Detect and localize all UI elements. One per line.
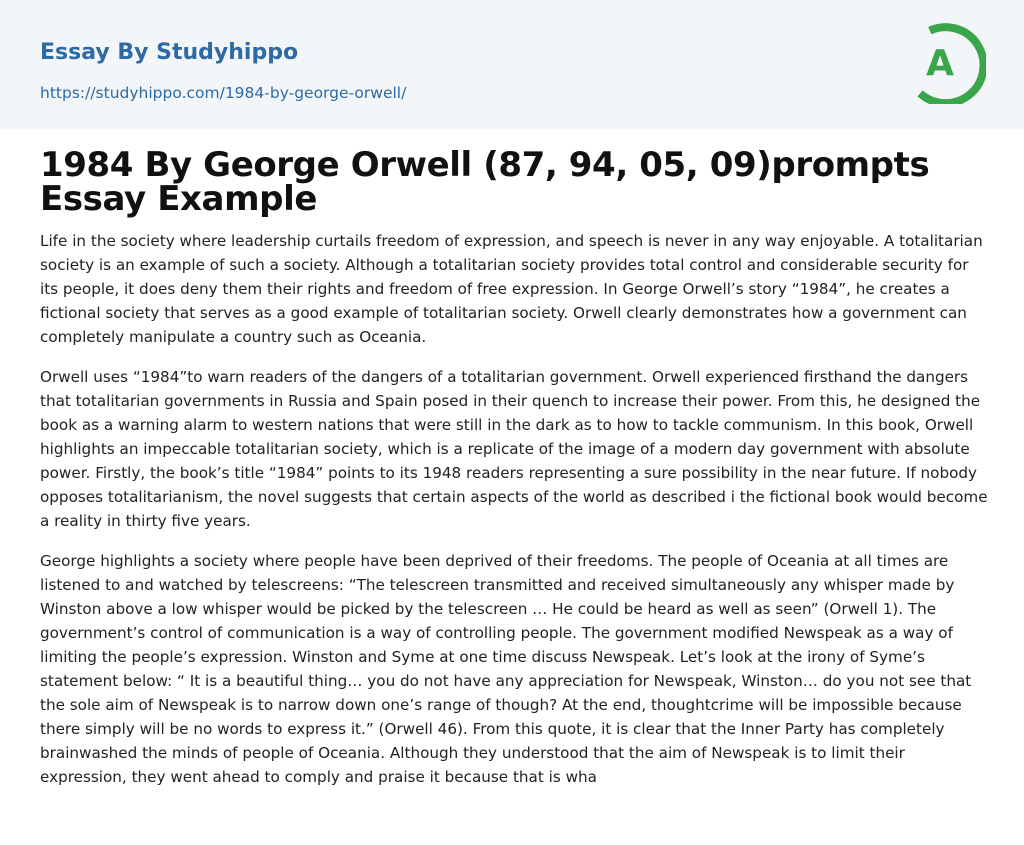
site-header (0, 0, 1024, 129)
essay-paragraph: Life in the society where leadership curtails freedom of expression, and speech is never in any way enjoyable. A totalitarian society is an example of such a society. Although a totalitarian society provides total control and considerable security for its people, it does deny them their rights and freedom of free expression. In George Orwell’s story “1984”, he creates a fictional society that serves as a good example of totalitarian society. Orwell clearly demonstrates how a government can completely manipulate a country such as Oceania. (40, 232, 983, 346)
page-title: 1984 By George Orwell (87, 94, 05, 09)prompts Essay Example (40, 145, 930, 219)
page-url-link[interactable]: https://studyhippo.com/1984-by-george-orwell/ (40, 84, 407, 102)
essay-paragraph: Orwell uses “1984”to warn readers of the dangers of a totalitarian government. Orwell experienced firsthand the dangers that totalitarian governments in Russia and Spain posed in their quench to increase their power. From this, he designed the book as a warning alarm to western nations that were still in the dark as to how to tackle communism. In this book, Orwell highlights an impeccable totalitarian society, which is a replicate of the image of a modern day government with absolute power. Firstly, the book’s title “1984” points to its 1948 readers representing a sure possibility in the near future. If nobody opposes totalitarianism, the novel suggests that certain aspects of the world as described i the fictional book would become a reality in thirty five years. (40, 368, 988, 530)
studyhippo-logo-icon[interactable] (912, 20, 986, 104)
essay-body (40, 229, 988, 789)
essay-paragraph: George highlights a society where people have been deprived of their freedoms. The people of Oceania at all times are listened to and watched by telescreens: “The telescreen transmitted and received simultaneously any whisper made by Winston above a low whisper would be picked by the telescreen … He could be heard as well as seen” (Orwell 1). The government’s control of communication is a way of controlling people. The government modified Newspeak as a way of limiting the people’s expression. Winston and Syme at one time discuss Newspeak. Let’s look at the irony of Syme’s statement below: “ It is a beautiful thing… you do not have any appreciation for Newspeak, Winston… do you not see that the sole aim of Newspeak is to narrow down one’s range of though? At the end, thoughtcrime will be impossible because there simply will be no words to express it.” (Orwell 46). From this quote, it is clear that the Inner Party has completely brainwashed the minds of people of Oceania. Although they understood that the aim of Newspeak is to limit their expression, they went ahead to comply and praise it because that is wha (40, 552, 972, 786)
site-brand[interactable]: Essay By Studyhippo (40, 40, 299, 65)
logo-letter: A (926, 43, 954, 84)
